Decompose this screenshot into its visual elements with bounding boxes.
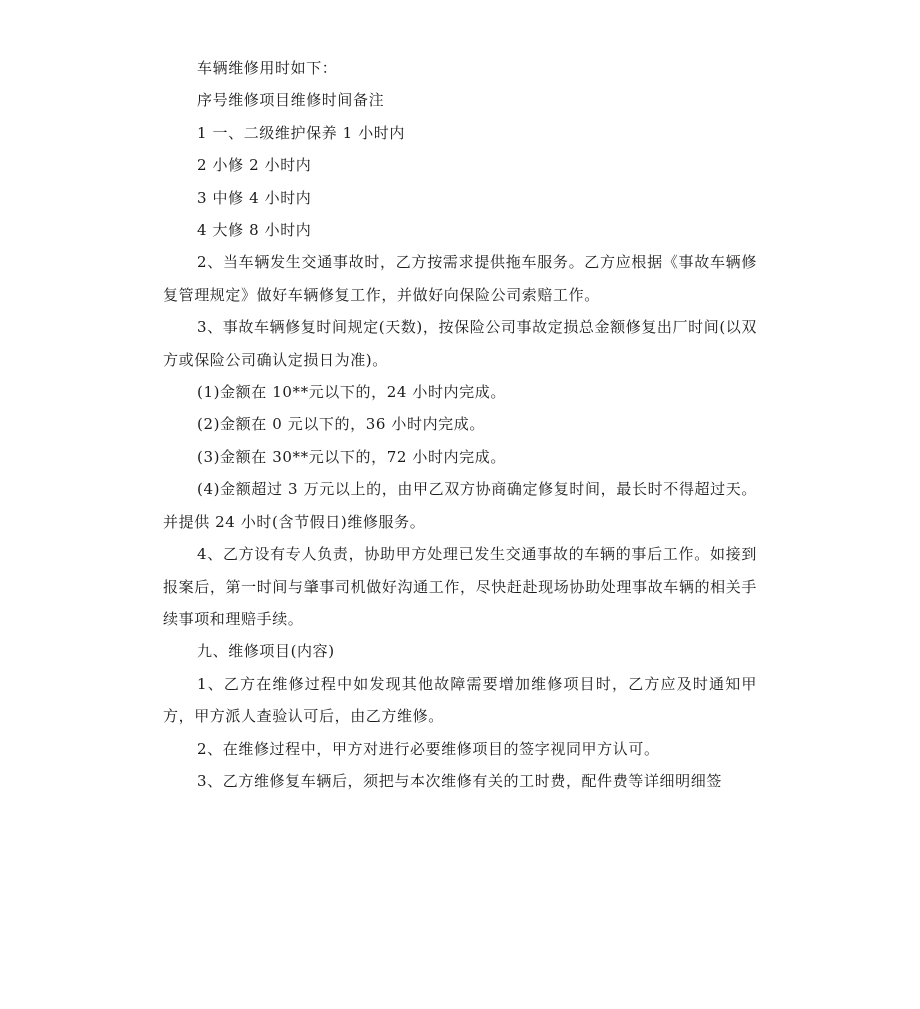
document-body: [163, 52, 757, 797]
paragraph-repair-item-3: 3、乙方维修复车辆后，须把与本次维修有关的工时费，配件费等详细明细签: [197, 771, 722, 790]
section-heading-repair-items: 九、维修项目(内容): [197, 642, 335, 661]
paragraph-sub-3: (3)金额在 30**元以下的，72 小时内完成。: [197, 447, 506, 466]
paragraph-clause-3-repair-time: 3、事故车辆修复时间规定(天数)，按保险公司事故定损总金额修复出厂时间(以双方或保险公司确认定损日为准)。: [163, 318, 757, 369]
paragraph-item-3: 3 中修 4 小时内: [197, 188, 312, 207]
paragraph-sub-1: (1)金额在 10**元以下的，24 小时内完成。: [197, 383, 506, 402]
paragraph-usage-time-intro: 车辆维修用时如下：: [197, 59, 338, 77]
paragraph-clause-2-towing: 2、当车辆发生交通事故时，乙方按需求提供拖车服务。乙方应根据《事故车辆修复管理规定》做好车辆修复工作，并做好向保险公司索赔工作。: [163, 253, 757, 304]
paragraph-item-1: 1 一、二级维护保养 1 小时内: [197, 123, 405, 142]
paragraph-repair-item-2: 2、在维修过程中，甲方对进行必要维修项目的签字视同甲方认可。: [197, 739, 660, 758]
paragraph-repair-item-1: 1、乙方在维修过程中如发现其他故障需要增加维修项目时，乙方应及时通知甲方，甲方派人查验认可后，由乙方维修。: [163, 674, 757, 726]
paragraph-item-4: 4 大修 8 小时内: [197, 221, 312, 240]
paragraph-item-2: 2 小修 2 小时内: [197, 156, 312, 175]
paragraph-clause-4-dedicated-staff: 4、乙方设有专人负责，协助甲方处理已发生交通事故的车辆的事后工作。如接到报案后，第一时间与肇事司机做好沟通工作，尽快赶赴现场协助处理事故车辆的相关手续事项和理赔手续。: [163, 545, 757, 628]
paragraph-sub-2: (2)金额在 0 元以下的，36 小时内完成。: [197, 415, 485, 434]
paragraph-sub-4: (4)金额超过 3 万元以上的，由甲乙双方协商确定修复时间，最长时不得超过天。并提供 24 小时(含节假日)维修服务。: [163, 480, 757, 531]
paragraph-table-header: 序号维修项目维修时间备注: [197, 91, 385, 110]
